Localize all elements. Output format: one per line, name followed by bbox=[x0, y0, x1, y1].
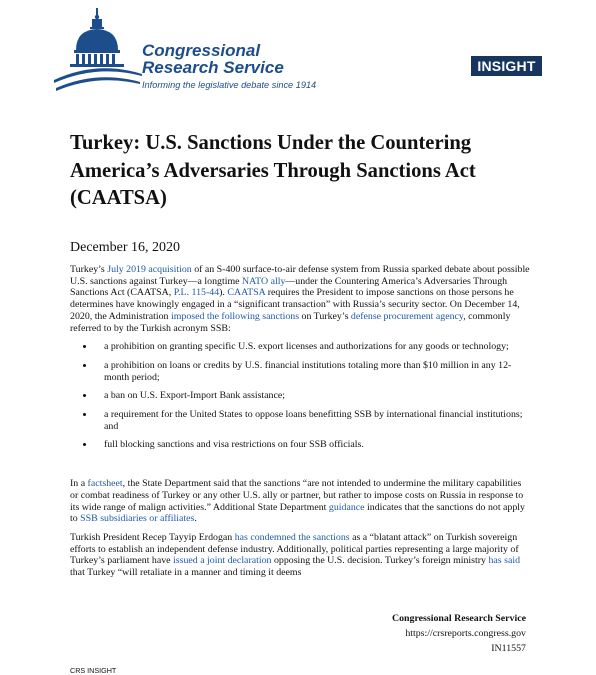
text: of an S-400 surface-to-air defense system from Russia sparked debate about possible U.S. sanctions against Turkey—a longtime bbox=[70, 264, 530, 287]
list-item: a prohibition on granting specific U.S. export licenses and authorizations for any goods or technology; bbox=[70, 341, 530, 353]
report-title: Turkey: U.S. Sanctions Under the Countering America’s Adversaries Through Sanctions Act (CAATSA) bbox=[70, 132, 476, 209]
paragraph-intro bbox=[70, 264, 530, 334]
link-joint-declaration[interactable]: issued a joint declaration bbox=[173, 555, 272, 567]
text: on Turkey’s bbox=[299, 310, 351, 322]
sanctions-list bbox=[70, 341, 530, 451]
footer-url: https://crsreports.congress.gov bbox=[405, 628, 526, 639]
text: opposing the U.S. decision. Turkey’s foreign ministry bbox=[271, 555, 489, 567]
footer-report-id: IN11557 bbox=[491, 643, 526, 654]
footer-block bbox=[392, 611, 526, 656]
link-public-law[interactable]: P.L. 115-44 bbox=[173, 287, 220, 299]
text: , commonly referred to by the Turkish acronym SSB: bbox=[70, 310, 511, 334]
text: Turkish President Recep Tayyip Erdogan bbox=[70, 531, 235, 543]
link-condemned-sanctions[interactable]: has condemned the sanctions bbox=[234, 531, 350, 543]
paragraph-state-department bbox=[70, 478, 530, 525]
link-factsheet[interactable]: factsheet bbox=[87, 478, 123, 490]
link-guidance[interactable]: guidance bbox=[328, 501, 365, 513]
list-item: a requirement for the United States to oppose loans benefitting SSB by international financial institutions; and bbox=[70, 409, 530, 432]
text: —under the Countering America’s Adversaries Through Sanctions Act (CAATSA, bbox=[70, 275, 508, 299]
link-ssb-subsidiaries[interactable]: SSB subsidiaries or affiliates bbox=[80, 513, 195, 525]
insight-badge: INSIGHT bbox=[471, 56, 542, 76]
link-has-said[interactable]: has said bbox=[488, 555, 521, 567]
capitol-dome-icon bbox=[52, 8, 144, 98]
list-item: a prohibition on loans or credits by U.S. financial institutions totaling more than $10 million in any 12-month period; bbox=[70, 360, 530, 383]
link-caatsa[interactable]: CAATSA bbox=[227, 287, 266, 299]
link-july-2019-acquisition[interactable]: July 2019 acquisition bbox=[107, 264, 192, 275]
link-defense-procurement-agency[interactable]: defense procurement agency bbox=[350, 310, 464, 322]
text: ). bbox=[219, 287, 228, 299]
org-tagline: Informing the legislative debate since 1914 bbox=[142, 80, 317, 90]
footer-org: Congressional Research Service bbox=[391, 613, 526, 624]
report-header bbox=[0, 0, 596, 110]
text: , the State Department said that the sanctions “are not intended to undermine the military capabilities or combat readiness of Turkey or any other U.S. ally or partner, but rather to impose costs on Russia in response to its wide range of malign activities.” Additional State Department bbox=[70, 478, 524, 513]
text: as a “blatant attack” on Turkish sovereign efforts to establish an independent defense industry. Additionally, political parties representing a large majority of Turkey’s parliament have bbox=[70, 531, 519, 567]
link-nato-ally[interactable]: NATO ally bbox=[241, 275, 286, 287]
text: In a bbox=[70, 478, 88, 490]
text: indicates that the sanctions do not apply to bbox=[70, 501, 525, 525]
paragraph-turkish-response bbox=[70, 532, 530, 579]
report-date: December 16, 2020 bbox=[70, 240, 181, 255]
text: that Turkey “will retaliate in a manner and timing it deems bbox=[70, 567, 302, 579]
list-item: a ban on U.S. Export-Import Bank assistance; bbox=[70, 390, 530, 402]
org-name-line1: Congressional bbox=[142, 41, 261, 60]
report-body bbox=[70, 264, 530, 586]
list-item: full blocking sanctions and visa restrictions on four SSB officials. bbox=[70, 439, 530, 451]
text: . bbox=[194, 513, 197, 525]
link-imposed-sanctions[interactable]: imposed the following sanctions bbox=[170, 310, 300, 322]
text: Turkey’s bbox=[70, 264, 108, 275]
text: requires the President to impose sanctions on those persons he determines have knowingly engaged in a “significant transaction” with Russia’s security sector. On December 14, 2020, the Administration bbox=[70, 287, 520, 322]
footer-label: CRS INSIGHT bbox=[70, 666, 117, 675]
org-name-line2: Research Service bbox=[142, 58, 284, 77]
organization-name bbox=[142, 42, 284, 76]
